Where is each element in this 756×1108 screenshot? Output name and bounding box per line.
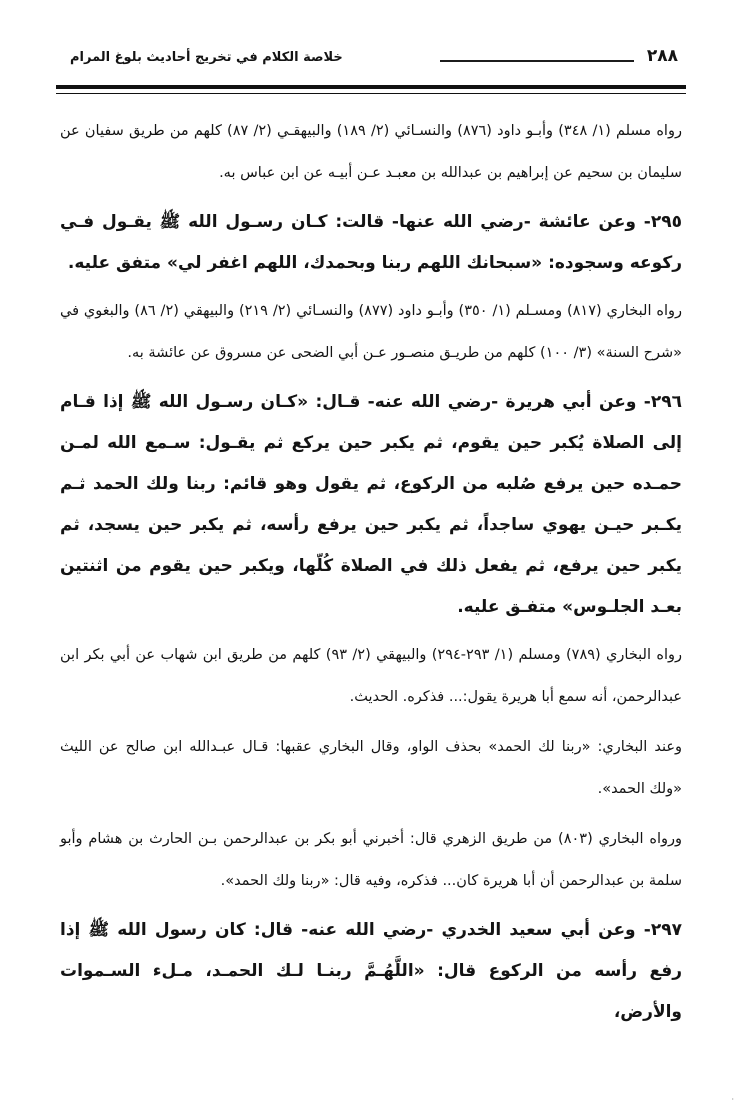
running-header [58,44,686,74]
page-corner-mark: · [731,1095,734,1104]
source-text: رواه البخاري (٨١٧) ومسـلم (١/ ٣٥٠) وأبـو داود (٨٧٧) والنسـائي (٢/ ٢١٩) والبيهقي (٢/ ٨٦) والبغوي في «شرح السنة» (٣/ ١٠٠) كلهم من طريـق منصـور عـن أبي الضحى عن مسروق عن عائشة به. [60,303,682,361]
source-text: وعند البخاري: «ربنا لك الحمد» بحذف الواو، وقال البخاري عقبها: قـال عبـدالله ابن صالح عن الليث «ولك الحمد». [60,739,682,797]
hadith-number: ٢٩٥- [643,212,682,232]
source-paragraph [60,818,682,902]
header-rule-thin [56,93,686,94]
source-text: ورواه البخاري (٨٠٣) من طريق الزهري قال: أخبرني أبو بكر بن عبدالرحمن بـن الحارث بن هشام وأبو سلمة بن عبدالرحمن أن أبا هريرة كان... فذكره، وفيه قال: «ربنا ولك الحمد». [60,831,683,889]
hadith-number: ٢٩٦- [643,392,682,412]
source-text: رواه مسلم (١/ ٣٤٨) وأبـو داود (٨٧٦) والنسـائي (٢/ ١٨٩) والبيهقـي (٢/ ٨٧) كلهم من طريق سفيان عن سليمان بن سحيم عن إبراهيم بن عبدالله بن معبـد عـن أبيـه عن ابن عباس به. [60,123,682,181]
hadith-number: ٢٩٧- [643,920,682,940]
book-title: خلاصة الكلام في تخريج أحاديث بلوغ المرام [70,50,343,65]
hadith-paragraph [60,202,682,284]
source-paragraph [60,110,682,194]
hadith-text: وعن أبي سعيد الخدري -رضي الله عنه- قال: كان رسول الله ﷺ إذا رفع رأسه من الركوع قال: «اللَّهُـمَّ ربنـا لـك الحمـد، مـلء السـموات والأرض، [60,920,682,1022]
header-rule-thick [56,85,686,89]
hadith-paragraph [60,382,682,628]
hadith-paragraph [60,910,682,1033]
hadith-text: وعن عائشة -رضي الله عنها- قالت: كـان رسـول الله ﷺ يقـول فـي ركوعه وسجوده: «سبحانك اللهم ربنا وبحمدك، اللهم اغفر لي» متفق عليه. [60,212,682,273]
source-paragraph [60,634,682,718]
source-paragraph [60,290,682,374]
hadith-text: وعن أبي هريرة -رضي الله عنه- قـال: «كـان رسـول الله ﷺ إذا قـام إلى الصلاة يُكبر حين يقوم، ثم يكبر حين يركع ثم يقـول: سـمع الله لمـن حمـده حين يرفع صُلبه من الركوع، ثم يقول وهو قائم: ربنا ولك الحمد ثـم يكـبر حيـن يهوي ساجداً، ثم يكبر حين يرفع رأسه، ثم يكبر حين يسجد، ثم يكبر حين يرفع، ثم يفعل ذلك في الصلاة كُلّها، ويكبر حين يقوم من اثنتين بعـد الجلـوس» متفـق عليه. [60,392,682,617]
source-paragraph [60,726,682,810]
page-number: ٢٨٨ [646,46,678,66]
header-separator [440,60,634,62]
page-body [60,110,682,1039]
source-text: رواه البخاري (٧٨٩) ومسلم (١/ ٢٩٣-٢٩٤) والبيهقي (٢/ ٩٣) كلهم من طريق ابن شهاب عن أبي بكر ابن عبدالرحمن، أنه سمع أبا هريرة يقول:... فذكره. الحديث. [60,647,682,705]
